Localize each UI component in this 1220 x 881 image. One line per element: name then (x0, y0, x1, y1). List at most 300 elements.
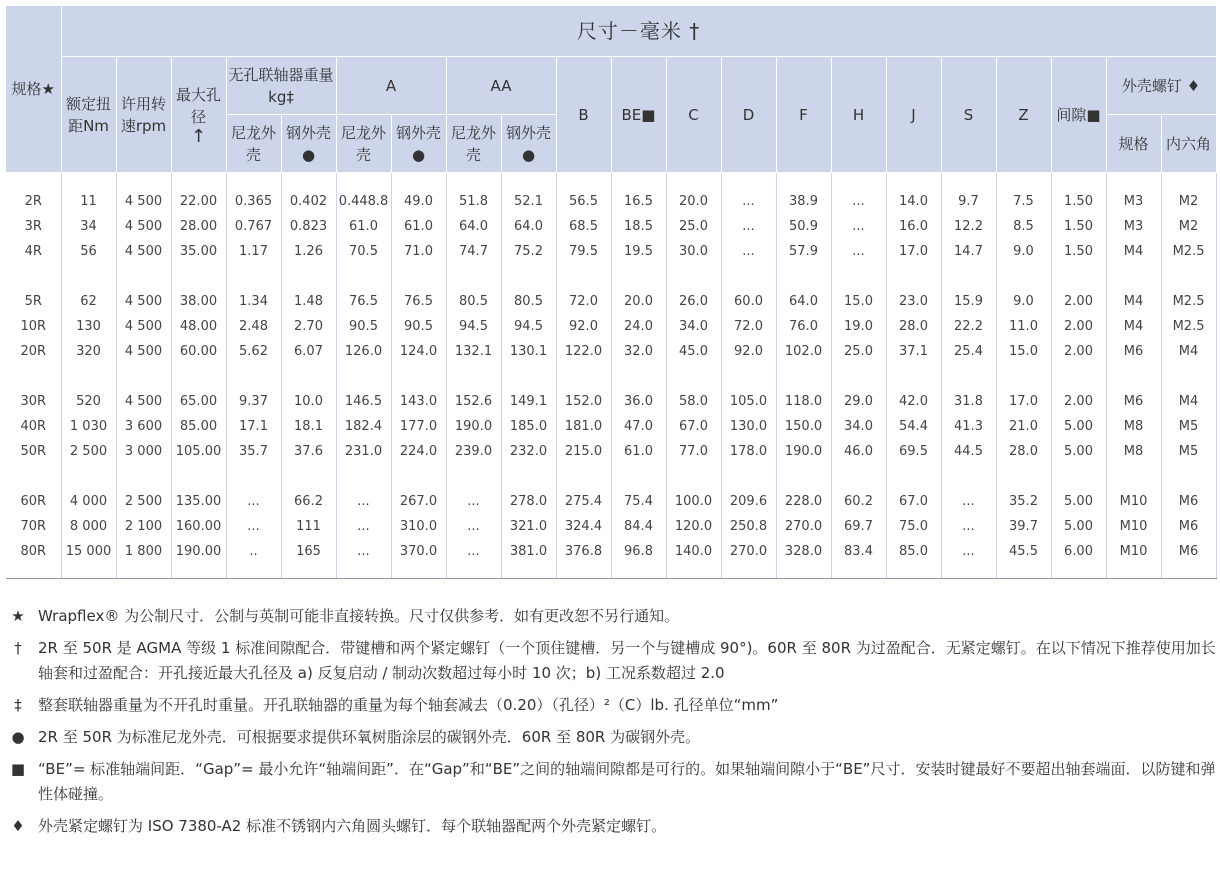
table-cell: 2.70 (281, 314, 336, 339)
table-cell: 278.0 (501, 489, 556, 514)
spacer-cell (446, 173, 501, 190)
spacer-cell (336, 264, 391, 289)
table-cell: M2 (1161, 214, 1216, 239)
header-aa-steel: 钢外壳● (501, 115, 556, 173)
table-cell: 165 (281, 539, 336, 564)
spacer-cell (1161, 173, 1216, 190)
table-cell: 2 100 (116, 514, 171, 539)
table-cell: 64.0 (776, 289, 831, 314)
spacer-cell (1051, 564, 1106, 579)
table-cell: 67.0 (886, 489, 941, 514)
spacer-cell (1106, 564, 1161, 579)
spacer-cell (831, 173, 886, 190)
table-cell: M3 (1106, 214, 1161, 239)
row-spec: 60R (6, 489, 61, 514)
table-cell: 177.0 (391, 414, 446, 439)
header-a: A (336, 57, 446, 115)
row-spacer (6, 364, 1216, 389)
spacer-cell (226, 173, 281, 190)
table-cell: 143.0 (391, 389, 446, 414)
table-cell: M5 (1161, 439, 1216, 464)
spacer-cell (171, 364, 226, 389)
row-spec: 3R (6, 214, 61, 239)
table-cell: 250.8 (721, 514, 776, 539)
table-cell: 20.0 (666, 189, 721, 214)
table-cell: M4 (1161, 339, 1216, 364)
table-cell: ... (941, 539, 996, 564)
table-cell: 80.5 (501, 289, 556, 314)
table-cell: 60.0 (721, 289, 776, 314)
table-cell: 65.00 (171, 389, 226, 414)
table-cell: 72.0 (556, 289, 611, 314)
table-cell: 28.00 (171, 214, 226, 239)
spacer-cell (61, 564, 116, 579)
table-cell: 209.6 (721, 489, 776, 514)
table-cell: M3 (1106, 189, 1161, 214)
table-cell: 5.00 (1051, 489, 1106, 514)
table-cell: 60.00 (171, 339, 226, 364)
table-cell: 61.0 (611, 439, 666, 464)
spacer-cell (941, 564, 996, 579)
spacer-cell (556, 264, 611, 289)
spacer-cell (776, 564, 831, 579)
spacer-cell (1161, 564, 1216, 579)
table-cell: 228.0 (776, 489, 831, 514)
dimension-table (6, 6, 1217, 579)
table-cell: 76.5 (391, 289, 446, 314)
table-cell: 5.00 (1051, 439, 1106, 464)
header-j: J (886, 57, 941, 173)
spacer-cell (61, 464, 116, 489)
table-cell: 35.2 (996, 489, 1051, 514)
table-cell: 35.00 (171, 239, 226, 264)
table-cell: 17.0 (996, 389, 1051, 414)
spacer-cell (886, 264, 941, 289)
table-cell: 39.7 (996, 514, 1051, 539)
spacer-cell (831, 464, 886, 489)
table-cell: 38.00 (171, 289, 226, 314)
table-cell: 152.0 (556, 389, 611, 414)
table-row (6, 389, 1216, 414)
table-cell: 520 (61, 389, 116, 414)
spacer-cell (116, 364, 171, 389)
table-cell: 135.00 (171, 489, 226, 514)
table-cell: 0.823 (281, 214, 336, 239)
table-cell: 10.0 (281, 389, 336, 414)
table-cell: 11 (61, 189, 116, 214)
table-cell: M8 (1106, 414, 1161, 439)
table-cell: M2 (1161, 189, 1216, 214)
table-cell: ... (721, 189, 776, 214)
table-cell: M6 (1161, 514, 1216, 539)
spacer-cell (1106, 364, 1161, 389)
table-cell: ... (446, 489, 501, 514)
table-cell: .. (226, 539, 281, 564)
table-cell: 120.0 (666, 514, 721, 539)
table-cell: 224.0 (391, 439, 446, 464)
spacer-cell (721, 564, 776, 579)
header-bore-label: 最大孔径 (175, 85, 221, 126)
spacer-cell (61, 364, 116, 389)
spacer-cell (226, 364, 281, 389)
spacer-cell (666, 464, 721, 489)
header-aa: AA (446, 57, 556, 115)
spacer-cell (996, 173, 1051, 190)
table-cell: 45.0 (666, 339, 721, 364)
table-cell: 21.0 (996, 414, 1051, 439)
spacer-cell (61, 173, 116, 190)
spacer-cell (611, 464, 666, 489)
header-torque: 额定扭距Nm (61, 57, 116, 173)
table-cell: 6.07 (281, 339, 336, 364)
table-cell: 42.0 (886, 389, 941, 414)
table-cell: 22.00 (171, 189, 226, 214)
table-cell: 60.2 (831, 489, 886, 514)
table-cell: 190.0 (776, 439, 831, 464)
table-cell: 160.00 (171, 514, 226, 539)
table-cell: 4 500 (116, 289, 171, 314)
table-cell: 2.00 (1051, 339, 1106, 364)
spacer-cell (776, 173, 831, 190)
table-row (6, 289, 1216, 314)
footnote-text: “BE”= 标准轴端间距．“Gap”= 最小允许“轴端间距”．在“Gap”和“BE”之间的轴端间隙都是可行的。如果轴端间隙小于“BE”尺寸．安装时键最好不要超出轴套端面．以防键和弹性体碰撞。 (38, 760, 1216, 803)
header-weight-steel: 钢外壳● (281, 115, 336, 173)
table-cell: 56.5 (556, 189, 611, 214)
table-cell: 76.5 (336, 289, 391, 314)
table-cell: 28.0 (886, 314, 941, 339)
spacer-cell (501, 264, 556, 289)
table-cell: M4 (1161, 389, 1216, 414)
table-cell: 5.00 (1051, 414, 1106, 439)
table-cell: 149.1 (501, 389, 556, 414)
row-spec: 50R (6, 439, 61, 464)
row-spec: 30R (6, 389, 61, 414)
table-cell: ... (721, 239, 776, 264)
footnote (6, 757, 1216, 807)
spacer-cell (1106, 264, 1161, 289)
table-cell: 24.0 (611, 314, 666, 339)
table-cell: 124.0 (391, 339, 446, 364)
footnote (6, 814, 1216, 839)
table-cell: 75.0 (886, 514, 941, 539)
table-cell: 92.0 (721, 339, 776, 364)
spacer-cell (6, 364, 61, 389)
header-spec: 规格★ (6, 6, 61, 173)
table-cell: M10 (1106, 489, 1161, 514)
table-cell: 8.5 (996, 214, 1051, 239)
header-f: F (776, 57, 831, 173)
table-cell: 1.50 (1051, 189, 1106, 214)
spacer-cell (886, 464, 941, 489)
table-cell: 37.6 (281, 439, 336, 464)
spacer-cell (611, 564, 666, 579)
table-cell: 1.48 (281, 289, 336, 314)
table-cell: M6 (1161, 489, 1216, 514)
table-cell: M2.5 (1161, 239, 1216, 264)
spacer-cell (776, 364, 831, 389)
table-cell: 37.1 (886, 339, 941, 364)
table-cell: M6 (1106, 339, 1161, 364)
table-cell: 239.0 (446, 439, 501, 464)
spacer-cell (666, 564, 721, 579)
spacer-cell (391, 173, 446, 190)
table-cell: 52.1 (501, 189, 556, 214)
spacer-cell (721, 464, 776, 489)
table-cell: 32.0 (611, 339, 666, 364)
table-row (6, 439, 1216, 464)
footnote-text: 外壳紧定螺钉为 ISO 7380-A2 标准不锈钢内六角圆头螺钉．每个联轴器配两个外壳紧定螺钉。 (38, 817, 667, 835)
table-cell: 381.0 (501, 539, 556, 564)
header-h: H (831, 57, 886, 173)
table-cell: 4 500 (116, 314, 171, 339)
spacer-cell (941, 264, 996, 289)
table-cell: 1.50 (1051, 239, 1106, 264)
spacer-cell (941, 364, 996, 389)
spacer-cell (171, 173, 226, 190)
table-cell: 1.50 (1051, 214, 1106, 239)
table-cell: 130 (61, 314, 116, 339)
table-cell: 2.48 (226, 314, 281, 339)
table-cell: 56 (61, 239, 116, 264)
table-cell: 9.7 (941, 189, 996, 214)
table-cell: 0.365 (226, 189, 281, 214)
table-cell: 126.0 (336, 339, 391, 364)
table-cell: 47.0 (611, 414, 666, 439)
spacer-cell (446, 264, 501, 289)
footnote (6, 693, 1216, 718)
table-cell: 15.0 (831, 289, 886, 314)
table-cell: 324.4 (556, 514, 611, 539)
table-cell: 44.5 (941, 439, 996, 464)
table-cell: 66.2 (281, 489, 336, 514)
table-cell: ... (446, 539, 501, 564)
table-cell: ... (941, 489, 996, 514)
table-cell: 140.0 (666, 539, 721, 564)
table-cell: 270.0 (776, 514, 831, 539)
spacer-cell (996, 264, 1051, 289)
table-cell: 45.5 (996, 539, 1051, 564)
table-cell: 2.00 (1051, 389, 1106, 414)
table-cell: 0.448.8 (336, 189, 391, 214)
spacer-cell (721, 364, 776, 389)
spacer-cell (1051, 364, 1106, 389)
table-cell: 376.8 (556, 539, 611, 564)
table-cell: 328.0 (776, 539, 831, 564)
footnote-symbol-icon: ● (11, 728, 25, 746)
table-cell: 96.8 (611, 539, 666, 564)
table-cell: 90.5 (336, 314, 391, 339)
table-cell: 67.0 (666, 414, 721, 439)
spacer-cell (501, 464, 556, 489)
table-cell: 49.0 (391, 189, 446, 214)
table-cell: ... (831, 189, 886, 214)
table-cell: M5 (1161, 414, 1216, 439)
table-cell: 64.0 (501, 214, 556, 239)
table-cell: M2.5 (1161, 314, 1216, 339)
table-cell: 15.9 (941, 289, 996, 314)
table-cell: 79.5 (556, 239, 611, 264)
table-body (6, 173, 1216, 579)
header-speed: 许用转速rpm (116, 57, 171, 173)
spacer-cell (391, 464, 446, 489)
table-cell: 190.00 (171, 539, 226, 564)
table-cell: 1.34 (226, 289, 281, 314)
header-z: Z (996, 57, 1051, 173)
spacer-cell (721, 173, 776, 190)
spacer-cell (1106, 464, 1161, 489)
spacer-cell (886, 564, 941, 579)
table-cell: 23.0 (886, 289, 941, 314)
table-cell: 4 000 (61, 489, 116, 514)
table-row (6, 239, 1216, 264)
table-cell: 54.4 (886, 414, 941, 439)
table-cell: 105.00 (171, 439, 226, 464)
table-cell: 2.00 (1051, 314, 1106, 339)
row-spec: 40R (6, 414, 61, 439)
table-cell: 267.0 (391, 489, 446, 514)
table-cell: 9.0 (996, 239, 1051, 264)
table-title: 尺寸－毫米 † (61, 6, 1216, 57)
spacer-cell (391, 364, 446, 389)
table-cell: 25.4 (941, 339, 996, 364)
table-cell: 80.5 (446, 289, 501, 314)
table-cell: 122.0 (556, 339, 611, 364)
table-cell: M4 (1106, 314, 1161, 339)
header-weight-nylon: 尼龙外壳 (226, 115, 281, 173)
table-row (6, 339, 1216, 364)
table-cell: 85.00 (171, 414, 226, 439)
header-a-nylon: 尼龙外壳 (336, 115, 391, 173)
footnote-symbol-icon: ♦ (11, 817, 25, 835)
spacer-cell (996, 564, 1051, 579)
table-cell: ... (831, 239, 886, 264)
table-cell: 9.37 (226, 389, 281, 414)
table-cell: 35.7 (226, 439, 281, 464)
spacer-cell (226, 264, 281, 289)
table-cell: 85.0 (886, 539, 941, 564)
row-spec: 20R (6, 339, 61, 364)
table-cell: 69.7 (831, 514, 886, 539)
footnote-symbol-icon: ■ (10, 760, 26, 778)
spacer-cell (226, 464, 281, 489)
table-cell: 190.0 (446, 414, 501, 439)
table-cell: 132.1 (446, 339, 501, 364)
spacer-cell (886, 173, 941, 190)
table-cell: 18.5 (611, 214, 666, 239)
spacer-cell (776, 264, 831, 289)
spacer-cell (336, 464, 391, 489)
table-cell: 61.0 (336, 214, 391, 239)
table-cell: 57.9 (776, 239, 831, 264)
header-be: BE■ (611, 57, 666, 173)
spacer-cell (501, 173, 556, 190)
table-cell: 26.0 (666, 289, 721, 314)
table-cell: 150.0 (776, 414, 831, 439)
footnote-text: 2R 至 50R 为标准尼龙外壳．可根据要求提供环氧树脂涂层的碳钢外壳．60R 至 80R 为碳钢外壳。 (38, 728, 701, 746)
table-row (6, 489, 1216, 514)
header-screw-hex: 内六角 (1161, 115, 1216, 173)
table-cell: ... (226, 489, 281, 514)
table-cell: 370.0 (391, 539, 446, 564)
table-cell: 4 500 (116, 389, 171, 414)
table-cell: 152.6 (446, 389, 501, 414)
spacer-cell (1051, 464, 1106, 489)
table-cell: M10 (1106, 539, 1161, 564)
row-spacer (6, 264, 1216, 289)
row-spacer (6, 464, 1216, 489)
spacer-cell (281, 173, 336, 190)
table-cell: 16.0 (886, 214, 941, 239)
row-spacer (6, 173, 1216, 190)
table-row (6, 314, 1216, 339)
spacer-cell (556, 173, 611, 190)
table-cell: M4 (1106, 239, 1161, 264)
table-cell: M10 (1106, 514, 1161, 539)
table-cell: 4 500 (116, 189, 171, 214)
table-cell: 178.0 (721, 439, 776, 464)
footnote-symbol-icon: † (14, 639, 22, 657)
footnote-symbol-icon: ‡ (14, 696, 22, 714)
table-cell: 310.0 (391, 514, 446, 539)
row-spec: 80R (6, 539, 61, 564)
spacer-cell (1161, 464, 1216, 489)
header-c: C (666, 57, 721, 173)
table-cell: 75.4 (611, 489, 666, 514)
table-cell: 2.00 (1051, 289, 1106, 314)
table-cell: M6 (1106, 389, 1161, 414)
table-cell: 105.0 (721, 389, 776, 414)
header-aa-nylon: 尼龙外壳 (446, 115, 501, 173)
spacer-cell (281, 364, 336, 389)
header-s: S (941, 57, 996, 173)
table-cell: 5.62 (226, 339, 281, 364)
footnote-text: Wrapflex® 为公制尺寸．公制与英制可能非直接转换。尺寸仅供参考．如有更改恕不另行通知。 (38, 607, 680, 625)
table-cell: 62 (61, 289, 116, 314)
table-cell: 111 (281, 514, 336, 539)
spacer-cell (6, 564, 61, 579)
table-cell: 2 500 (116, 489, 171, 514)
spacer-cell (281, 464, 336, 489)
header-d: D (721, 57, 776, 173)
spacer-cell (611, 264, 666, 289)
table-row (6, 514, 1216, 539)
table-cell: 83.4 (831, 539, 886, 564)
table-cell: 19.5 (611, 239, 666, 264)
spacer-cell (501, 564, 556, 579)
table-cell: 38.9 (776, 189, 831, 214)
spacer-cell (6, 173, 61, 190)
spacer-cell (391, 564, 446, 579)
table-cell: 231.0 (336, 439, 391, 464)
table-row (6, 214, 1216, 239)
spacer-cell (501, 364, 556, 389)
table-cell: 16.5 (611, 189, 666, 214)
table-cell: 185.0 (501, 414, 556, 439)
table-cell: 1 030 (61, 414, 116, 439)
table-cell: 74.7 (446, 239, 501, 264)
table-cell: 25.0 (666, 214, 721, 239)
table-cell: 69.5 (886, 439, 941, 464)
spacer-cell (171, 264, 226, 289)
table-cell: 3 600 (116, 414, 171, 439)
table-cell: 22.2 (941, 314, 996, 339)
spacer-cell (6, 464, 61, 489)
table-cell: 71.0 (391, 239, 446, 264)
row-spec: 10R (6, 314, 61, 339)
table-cell: 3 000 (116, 439, 171, 464)
table-row (6, 189, 1216, 214)
table-cell: 321.0 (501, 514, 556, 539)
